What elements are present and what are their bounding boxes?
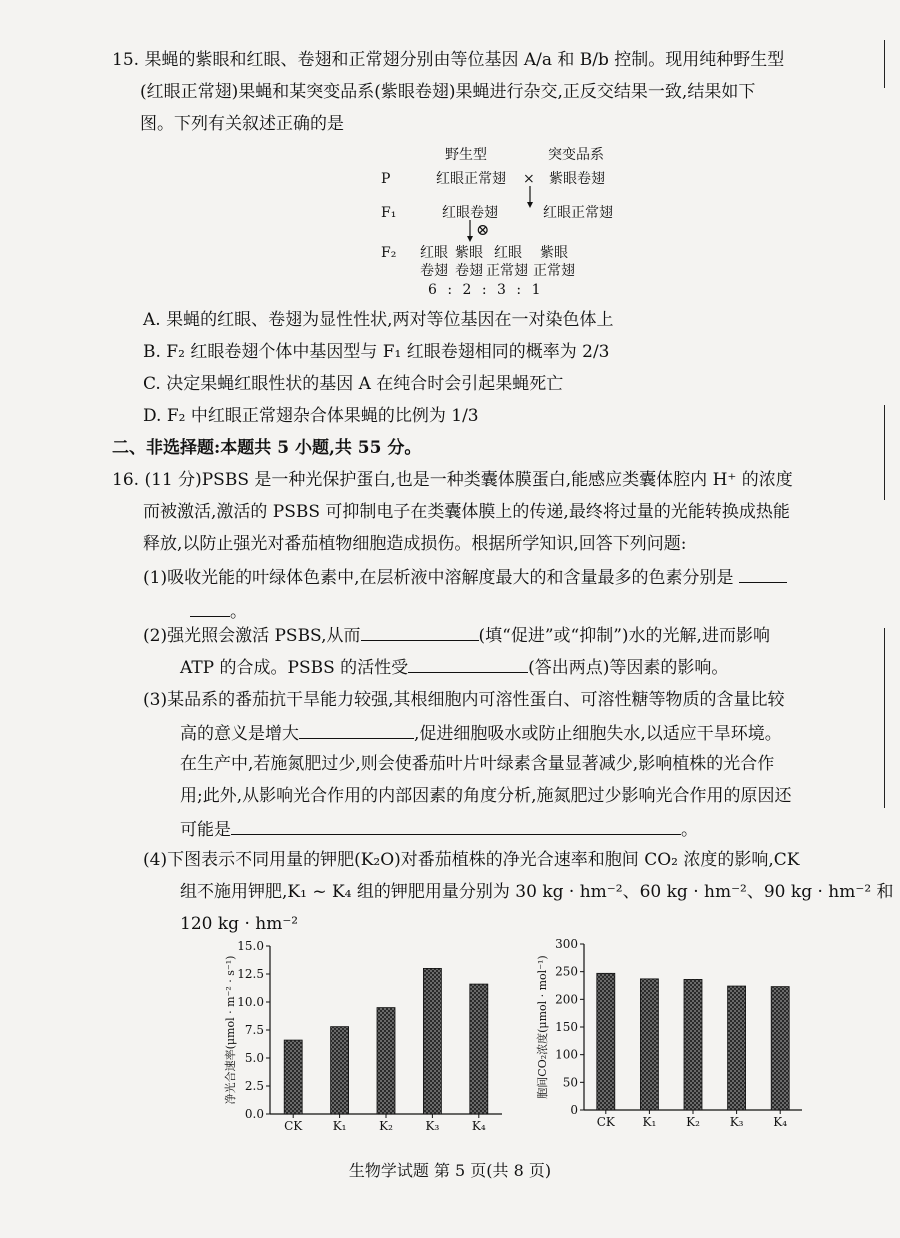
q16-part3-text-d: 。 (681, 820, 698, 840)
y-axis-label: 胞间CO₂浓度(μmol · mol⁻¹) (536, 955, 549, 1099)
q15-option-a: A. 果蝇的红眼、卷翅为显性性状,两对等位基因在一对染色体上 (143, 310, 614, 330)
q16-part3-line3: 在生产中,若施氮肥过少,则会使番茄叶片叶绿素含量显著减少,影响植株的光合作 (180, 754, 775, 774)
bar-0 (597, 973, 615, 1110)
q16-part2-text-c: ATP 的合成。PSBS 的活性受 (180, 658, 409, 678)
q16-part2-line1 (143, 622, 770, 648)
cross-arrows (0, 0, 900, 300)
f2-phenotype-1-wing: 卷翅 (420, 263, 448, 279)
generation-p-label: P (381, 171, 391, 187)
x-tick-label: K₁ (642, 1115, 657, 1129)
q16-part4-line1: (4)下图表示不同用量的钾肥(K₂O)对番茄植株的净光合速率和胞间 CO₂ 浓度的影响,CK (143, 850, 800, 870)
f2-phenotype-3-eye: 红眼 (494, 245, 522, 261)
x-tick-label: K₃ (425, 1119, 440, 1133)
q16-part2-blank-2[interactable] (408, 654, 528, 673)
right-margin-rule-bottom (884, 628, 885, 808)
x-tick-label: CK (284, 1119, 303, 1133)
q16-part1-text: (1)吸收光能的叶绿体色素中,在层析液中溶解度最大的和含量最多的色素分别是 (143, 568, 734, 588)
bar-3 (728, 986, 746, 1110)
y-tick-label: 0 (570, 1103, 578, 1117)
q16-part3-text-a: 高的意义是增大 (180, 724, 299, 744)
y-tick-label: 7.5 (244, 1023, 264, 1037)
q16-part3-text-b: ,促进细胞吸水或防止细胞失水,以适应干旱环境。 (414, 724, 782, 744)
q16-part4-line2: 组不施用钾肥,K₁ ~ K₄ 组的钾肥用量分别为 30 kg · hm⁻²、60 kg · hm⁻²、90 kg · hm⁻² 和 (180, 882, 894, 902)
y-tick-label: 150 (555, 1020, 578, 1034)
bar-4 (470, 984, 488, 1114)
q16-part1-blank-2[interactable] (190, 598, 230, 617)
f2-phenotype-3-wing: 正常翅 (486, 263, 528, 279)
q16-part4-line3: 120 kg · hm⁻² (180, 914, 299, 934)
q15-option-b: B. F₂ 红眼卷翅个体中基因型与 F₁ 红眼卷翅相同的概率为 2/3 (143, 342, 610, 362)
y-tick-label: 50 (562, 1075, 578, 1090)
intercellular-co2-chart (532, 932, 812, 1132)
arrow-head-mutant-to-f1 (527, 202, 533, 208)
q16-part3-text-c: 可能是 (180, 820, 231, 840)
q16-part1-blank-1[interactable] (739, 564, 787, 583)
y-tick-label: 5.0 (244, 1051, 264, 1065)
x-tick-label: K₂ (686, 1115, 700, 1129)
bar-4 (771, 987, 789, 1110)
right-margin-rule-middle (884, 405, 885, 500)
x-tick-label: CK (596, 1115, 615, 1129)
x-tick-label: K₁ (332, 1119, 347, 1133)
y-tick-label: 300 (555, 937, 578, 951)
q15-stem-line2: (红眼正常翅)果蝇和某突变品系(紫眼卷翅)果蝇进行杂交,正反交结果一致,结果如下 (140, 82, 756, 102)
y-tick-label: 2.5 (244, 1079, 264, 1093)
bar-1 (331, 1027, 349, 1114)
y-tick-label: 10.0 (237, 995, 264, 1009)
bar-2 (684, 979, 702, 1110)
q16-intro-line1: 16. (11 分)PSBS 是一种光保护蛋白,也是一种类囊体膜蛋白,能感应类囊体腔内 H⁺ 的浓度 (112, 470, 793, 490)
q16-part1-line1 (143, 564, 787, 590)
y-tick-label: 0.0 (244, 1107, 264, 1121)
q16-part2-blank-1[interactable] (361, 622, 479, 641)
y-tick-label: 250 (555, 964, 578, 979)
cross-times-sign: × (523, 171, 535, 187)
x-tick-label: K₄ (773, 1115, 788, 1129)
y-tick-label: 12.5 (237, 967, 264, 981)
q15-option-c: C. 决定果蝇红眼性状的基因 A 在纯合时会引起果蝇死亡 (143, 374, 564, 394)
x-tick-label: K₃ (729, 1115, 744, 1129)
f1-phenotype-b: 红眼正常翅 (543, 205, 613, 221)
generation-f1-label: F₁ (381, 205, 397, 221)
q16-part3-line4: 用;此外,从影响光合作用的内部因素的角度分析,施氮肥过少影响光合作用的原因还 (180, 786, 792, 806)
q16-part2-text-a: (2)强光照会激活 PSBS,从而 (143, 626, 361, 646)
section-2-header: 二、非选择题:本题共 5 小题,共 55 分。 (112, 438, 422, 458)
f2-phenotype-4-wing: 正常翅 (533, 263, 575, 279)
q16-intro-line3: 释放,以防止强光对番茄植物细胞造成损伤。根据所学知识,回答下列问题: (143, 534, 687, 554)
q16-part2-line2 (180, 654, 728, 680)
page-footer: 生物学试题 第 5 页(共 8 页) (348, 1161, 552, 1180)
cross-header-wild: 野生型 (445, 147, 487, 163)
q16-part3-blank-1[interactable] (299, 720, 414, 739)
q16-part1-end: 。 (230, 602, 247, 622)
f2-phenotype-2-wing: 卷翅 (455, 263, 483, 279)
x-tick-label: K₄ (471, 1119, 486, 1133)
f2-phenotype-2-eye: 紫眼 (455, 245, 483, 261)
bar-1 (640, 979, 658, 1110)
y-axis-label: 净光合速率(μmol · m⁻² · s⁻¹) (224, 955, 237, 1105)
q16-intro-line2: 而被激活,激活的 PSBS 可抑制电子在类囊体膜上的传递,最终将过量的光能转换成热能 (143, 502, 790, 522)
net-photosynthesis-chart (222, 938, 522, 1138)
bar-0 (284, 1040, 302, 1114)
f1-phenotype-a: 红眼卷翅 (442, 205, 498, 221)
q15-stem-line1: 15. 果蝇的紫眼和红眼、卷翅和正常翅分别由等位基因 A/a 和 B/b 控制。现用纯种野生型 (112, 50, 785, 70)
q16-part2-text-b: (填“促进”或“抑制”)水的光解,进而影响 (478, 626, 770, 646)
q16-part3-line2 (180, 720, 782, 746)
y-tick-label: 15.0 (237, 939, 264, 953)
q16-part3-line1: (3)某品系的番茄抗干旱能力较强,其根细胞内可溶性蛋白、可溶性糖等物质的含量比较 (143, 690, 785, 710)
bar-3 (423, 968, 441, 1114)
q16-part1-line2 (190, 598, 247, 624)
y-tick-label: 100 (555, 1047, 578, 1062)
generation-f2-label: F₂ (381, 245, 397, 261)
f2-phenotype-4-eye: 紫眼 (540, 245, 568, 261)
q15-option-d: D. F₂ 中红眼正常翅杂合体果蝇的比例为 1/3 (143, 406, 479, 426)
q16-part3-line5 (180, 816, 698, 842)
p-mutant-phenotype: 紫眼卷翅 (549, 171, 605, 187)
bar-2 (377, 1008, 395, 1114)
f2-ratio: 6 : 2 : 3 : 1 (428, 282, 544, 298)
arrow-head-f1-to-f2 (467, 236, 473, 242)
cross-header-mutant: 突变品系 (548, 147, 604, 163)
q16-part3-blank-2[interactable] (231, 816, 681, 835)
selfing-symbol: ⊗ (476, 220, 490, 239)
y-tick-label: 200 (555, 992, 578, 1007)
q15-stem-line3: 图。下列有关叙述正确的是 (140, 114, 344, 134)
x-tick-label: K₂ (379, 1119, 393, 1133)
p-wild-phenotype: 红眼正常翅 (436, 171, 506, 187)
q16-part2-text-d: (答出两点)等因素的影响。 (528, 658, 729, 678)
f2-phenotype-1-eye: 红眼 (420, 245, 448, 261)
